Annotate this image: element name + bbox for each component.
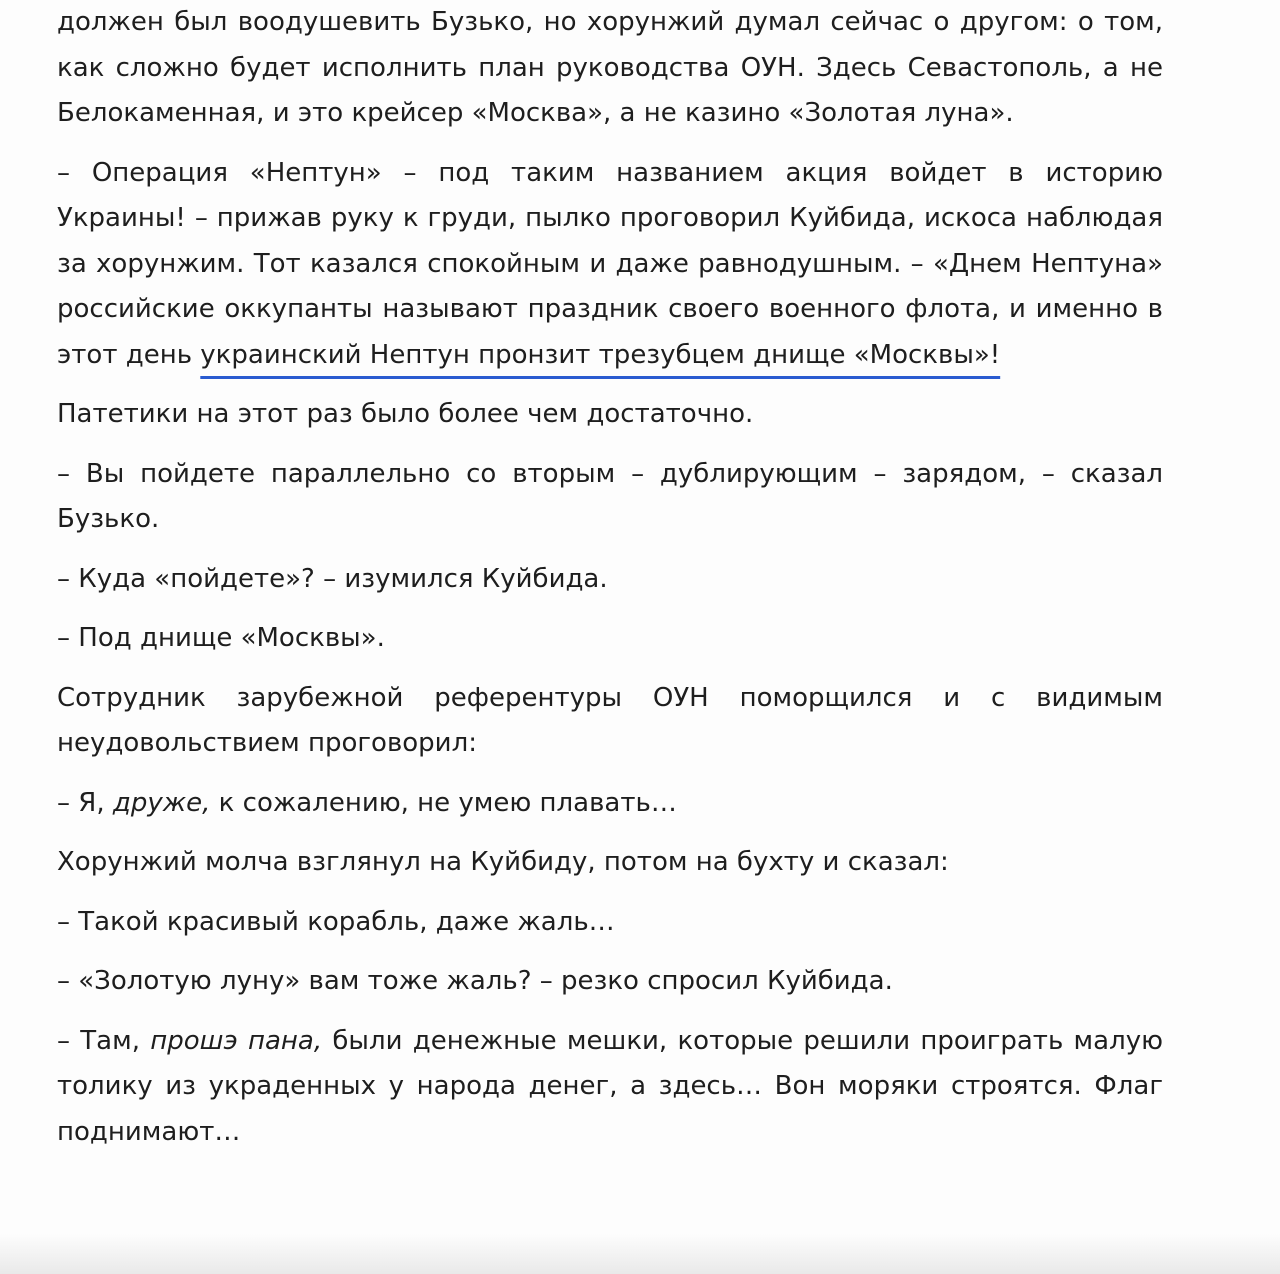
bottom-fade bbox=[0, 1234, 1280, 1274]
paragraph-10: – Такой красивый корабль, даже жаль… bbox=[57, 906, 615, 937]
paragraph-11: – «Золотую луну» вам тоже жаль? – резко спросил Куйбида. bbox=[57, 966, 893, 996]
paragraph-4: – Вы пойдете параллельно со вторым – дублирующим – зарядом, – сказал Бузько. bbox=[57, 458, 1163, 534]
paragraph-8: – Я, друже, к сожалению, не умею плавать… bbox=[57, 787, 677, 818]
paragraph-2: – Операция «Нептун» – под таким названием акция войдет в историю Украины! – прижав руку к груди, пылко проговорил Куйбида, искоса наблюдая за хорунжим. Тот казался спокойным и даже равнодушным. – «Днем Нептуна» российские оккупанты называют праздник своего военного флота, и именно в этот день украинский Нептун пронзит трезубцем днище «Москвы»! bbox=[57, 157, 1163, 370]
italic-phrase: прошэ пана, bbox=[150, 1025, 323, 1056]
highlighted-underline: украинский Нептун пронзит трезубцем днище «Москвы»! bbox=[200, 339, 1001, 370]
paragraph-5: – Куда «пойдете»? – изумился Куйбида. bbox=[57, 563, 608, 594]
paragraph-9: Хорунжий молча взглянул на Куйбиду, потом на бухту и сказал: bbox=[57, 847, 949, 877]
paragraph-12: – Там, прошэ пана, были денежные мешки, которые решили проиграть малую толику из украденных у народа денег, а здесь… Вон моряки строятся. Флаг поднимают… bbox=[57, 1025, 1163, 1147]
italic-word: друже, bbox=[112, 787, 211, 818]
paragraph-7: Сотрудник зарубежной референтуры ОУН поморщился и с видимым неудовольствием проговорил: bbox=[57, 682, 1163, 758]
document-body bbox=[57, 0, 1163, 1169]
paragraph-3: Патетики на этот раз было более чем достаточно. bbox=[57, 399, 754, 429]
paragraph-6: – Под днище «Москвы». bbox=[57, 623, 385, 653]
paragraph-1: должен был воодушевить Бузько, но хорунжий думал сейчас о другом: о том, как сложно будет исполнить план руководства ОУН. Здесь Севастополь, а не Белокаменная, и это крейсер «Москва», а не казино «Золотая луна». bbox=[57, 7, 1163, 128]
